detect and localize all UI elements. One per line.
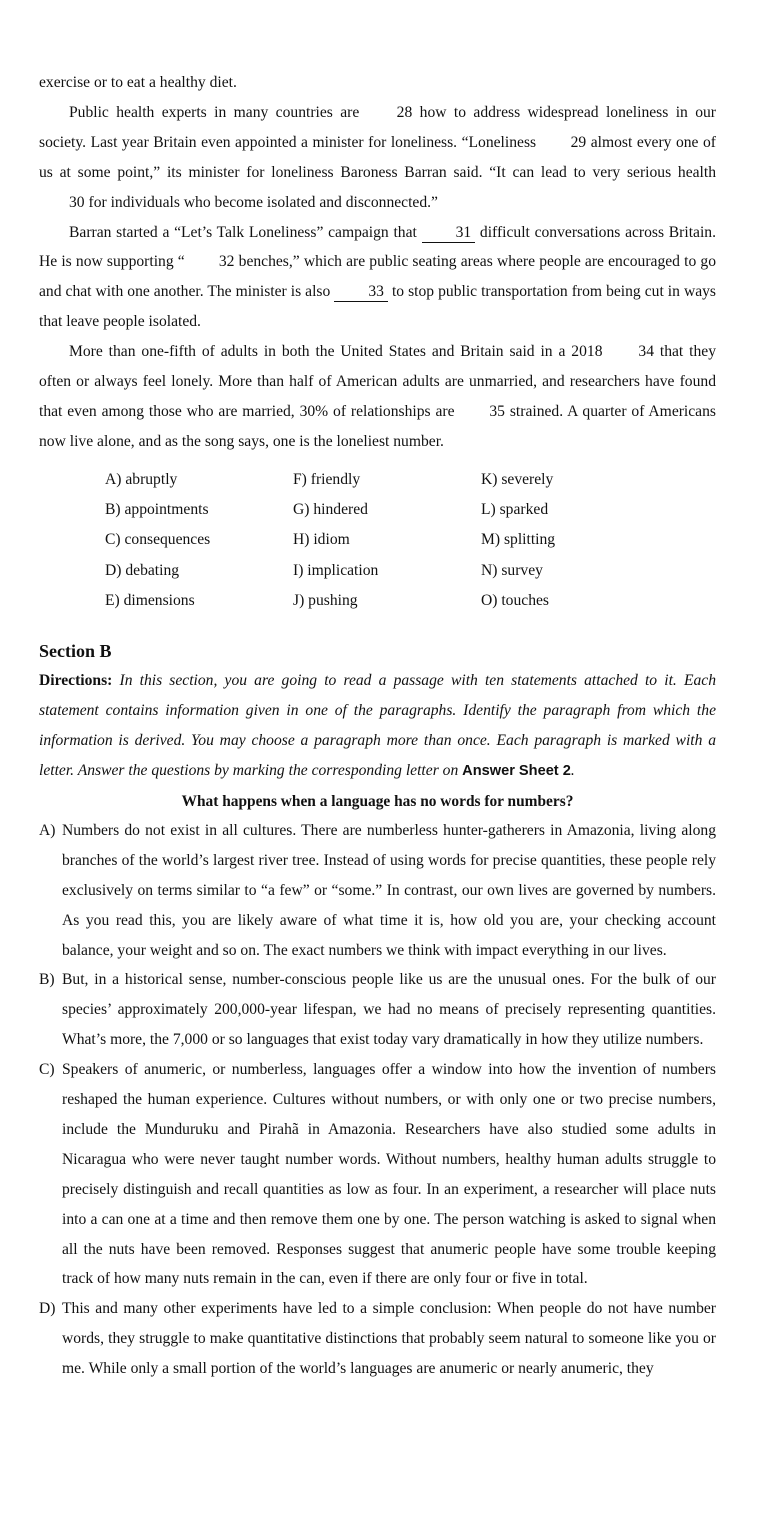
- option-i[interactable]: I) implication: [293, 561, 379, 579]
- blank-28[interactable]: 28: [396, 103, 413, 121]
- option-c[interactable]: C) consequences: [105, 531, 211, 549]
- cloze-text: More than one-fifth of adults in both the United States and Britain said in a 2018: [69, 343, 603, 361]
- paragraph-c: [39, 1055, 716, 1294]
- paragraph-letter: D): [39, 1300, 56, 1318]
- option-n[interactable]: N) survey: [481, 561, 543, 579]
- directions-end: .: [570, 761, 575, 779]
- paragraph-text: But, in a historical sense, number-conscious people like us are the unusual ones. For the bulk of our species’ approximately 200,000-year lifespan, we had no means of precisely representing quantities. What’s more, the 7,000 or so languages that exist today vary dramatically in how they utilize numbers.: [62, 971, 716, 1049]
- cloze-text: benches,” which are public seating areas where people are encouraged to go and chat with one another. The minister is also: [39, 253, 717, 301]
- blank-35[interactable]: 35: [489, 402, 505, 420]
- blank-31[interactable]: 31: [422, 224, 476, 243]
- paragraph-letter: B): [39, 971, 55, 989]
- paragraph-text: Numbers do not exist in all cultures. There are numberless hunter-gatherers in Amazonia, living along branches of the world’s largest river tree. Instead of using words for precise quantities, these people rely exclusively on terms similar to “a few” or “some.” In contrast, our own lives are governed by numbers. As you read this, you are likely aware of what time it is, how old you are, your checking account balance, your weight and so on. The exact numbers we think with impact everything in our lives.: [62, 821, 716, 959]
- option-d[interactable]: D) debating: [105, 561, 180, 579]
- blank-29[interactable]: 29: [570, 133, 587, 151]
- section-b-title: Section B: [39, 641, 112, 662]
- option-h[interactable]: H) idiom: [293, 531, 350, 549]
- word-bank: [105, 465, 716, 616]
- passage-title: What happens when a language has no words for numbers?: [181, 792, 574, 810]
- cloze-paragraph-3: [39, 337, 716, 457]
- paragraph-d: [39, 1294, 716, 1384]
- cloze-intro-fragment: exercise or to eat a healthy diet.: [39, 74, 237, 91]
- paragraph-text: This and many other experiments have led to a simple conclusion: When people do not have number words, they struggle to make quantitative distinctions that probably seem natural to someone like you or me. While only a small portion of the world’s languages are anumeric or nearly anumeric, they: [62, 1300, 716, 1378]
- cloze-text: to stop public transportation from being cut in ways that leave people isolated.: [39, 283, 716, 331]
- paragraph-text: Speakers of anumeric, or numberless, languages offer a window into how the invention of numbers reshaped the human experience. Cultures without numbers, or with only one or two precise numbers, include the Munduruku and Pirahã in Amazonia. Researchers have also studied some adults in Nicaragua who were never taught number words. Without numbers, healthy human adults struggle to precisely distinguish and recall quantities as low as four. In an experiment, a researcher will place nuts into a can one at a time and then remove them one by one. The person watching is asked to signal when all the nuts have been removed. Responses suggest that anumeric people have some trouble keeping track of how many nuts remain in the can, even if there are only four or five in total.: [62, 1061, 716, 1288]
- option-b[interactable]: B) appointments: [105, 501, 209, 519]
- paragraph-letter: C): [39, 1061, 55, 1079]
- paragraph-a: [39, 816, 716, 966]
- cloze-text: Public health experts in many countries are: [69, 103, 360, 121]
- directions-text: In this section, you are going to read a passage with ten statements attached to it. Each statement contains information given in one of the paragraphs. Identify the paragraph from which the information is derived. You may choose a paragraph more than once. Each paragraph is marked with a letter. Answer the questions by marking the corresponding letter on: [39, 672, 716, 779]
- blank-34[interactable]: 34: [638, 343, 654, 361]
- cloze-text: for individuals who become isolated and disconnected.”: [88, 193, 438, 211]
- answer-sheet-label: Answer Sheet 2: [462, 762, 571, 779]
- cloze-paragraph-2: [39, 218, 716, 338]
- cloze-text: difficult conversations across Britain. He is now supporting “: [39, 223, 716, 271]
- cloze-text: almost every one of us at some point,” its minister for loneliness Baroness Barran said. “It can lead to very serious health: [39, 133, 716, 181]
- cloze-text: Barran started a “Let’s Talk Loneliness” campaign that: [69, 223, 417, 241]
- option-e[interactable]: E) dimensions: [105, 591, 195, 609]
- option-k[interactable]: K) severely: [481, 470, 554, 488]
- blank-32[interactable]: 32: [218, 253, 235, 271]
- paragraph-letter: A): [39, 821, 56, 839]
- option-o[interactable]: O) touches: [481, 591, 549, 609]
- blank-30[interactable]: 30: [69, 193, 85, 211]
- directions: [39, 666, 716, 787]
- cloze-text: that they often or always feel lonely. More than half of American adults are unmarried, and researchers have found that even among those who are married, 30% of relationships are: [39, 343, 716, 420]
- paragraph-b: [39, 965, 716, 1055]
- cloze-text: how to address widespread loneliness in our society. Last year Britain even appointed a minister for loneliness. “Loneliness: [39, 103, 716, 151]
- cloze-paragraph-1: [39, 98, 716, 218]
- option-m[interactable]: M) splitting: [481, 531, 556, 549]
- option-g[interactable]: G) hindered: [293, 501, 368, 519]
- cloze-text: strained. A quarter of Americans now live alone, and as the song says, one is the loneliest number.: [39, 402, 716, 450]
- directions-label: Directions:: [39, 672, 113, 690]
- option-a[interactable]: A) abruptly: [105, 470, 178, 488]
- option-f[interactable]: F) friendly: [293, 470, 361, 488]
- option-l[interactable]: L) sparked: [481, 501, 549, 519]
- option-j[interactable]: J) pushing: [293, 591, 358, 609]
- blank-33[interactable]: 33: [334, 283, 388, 302]
